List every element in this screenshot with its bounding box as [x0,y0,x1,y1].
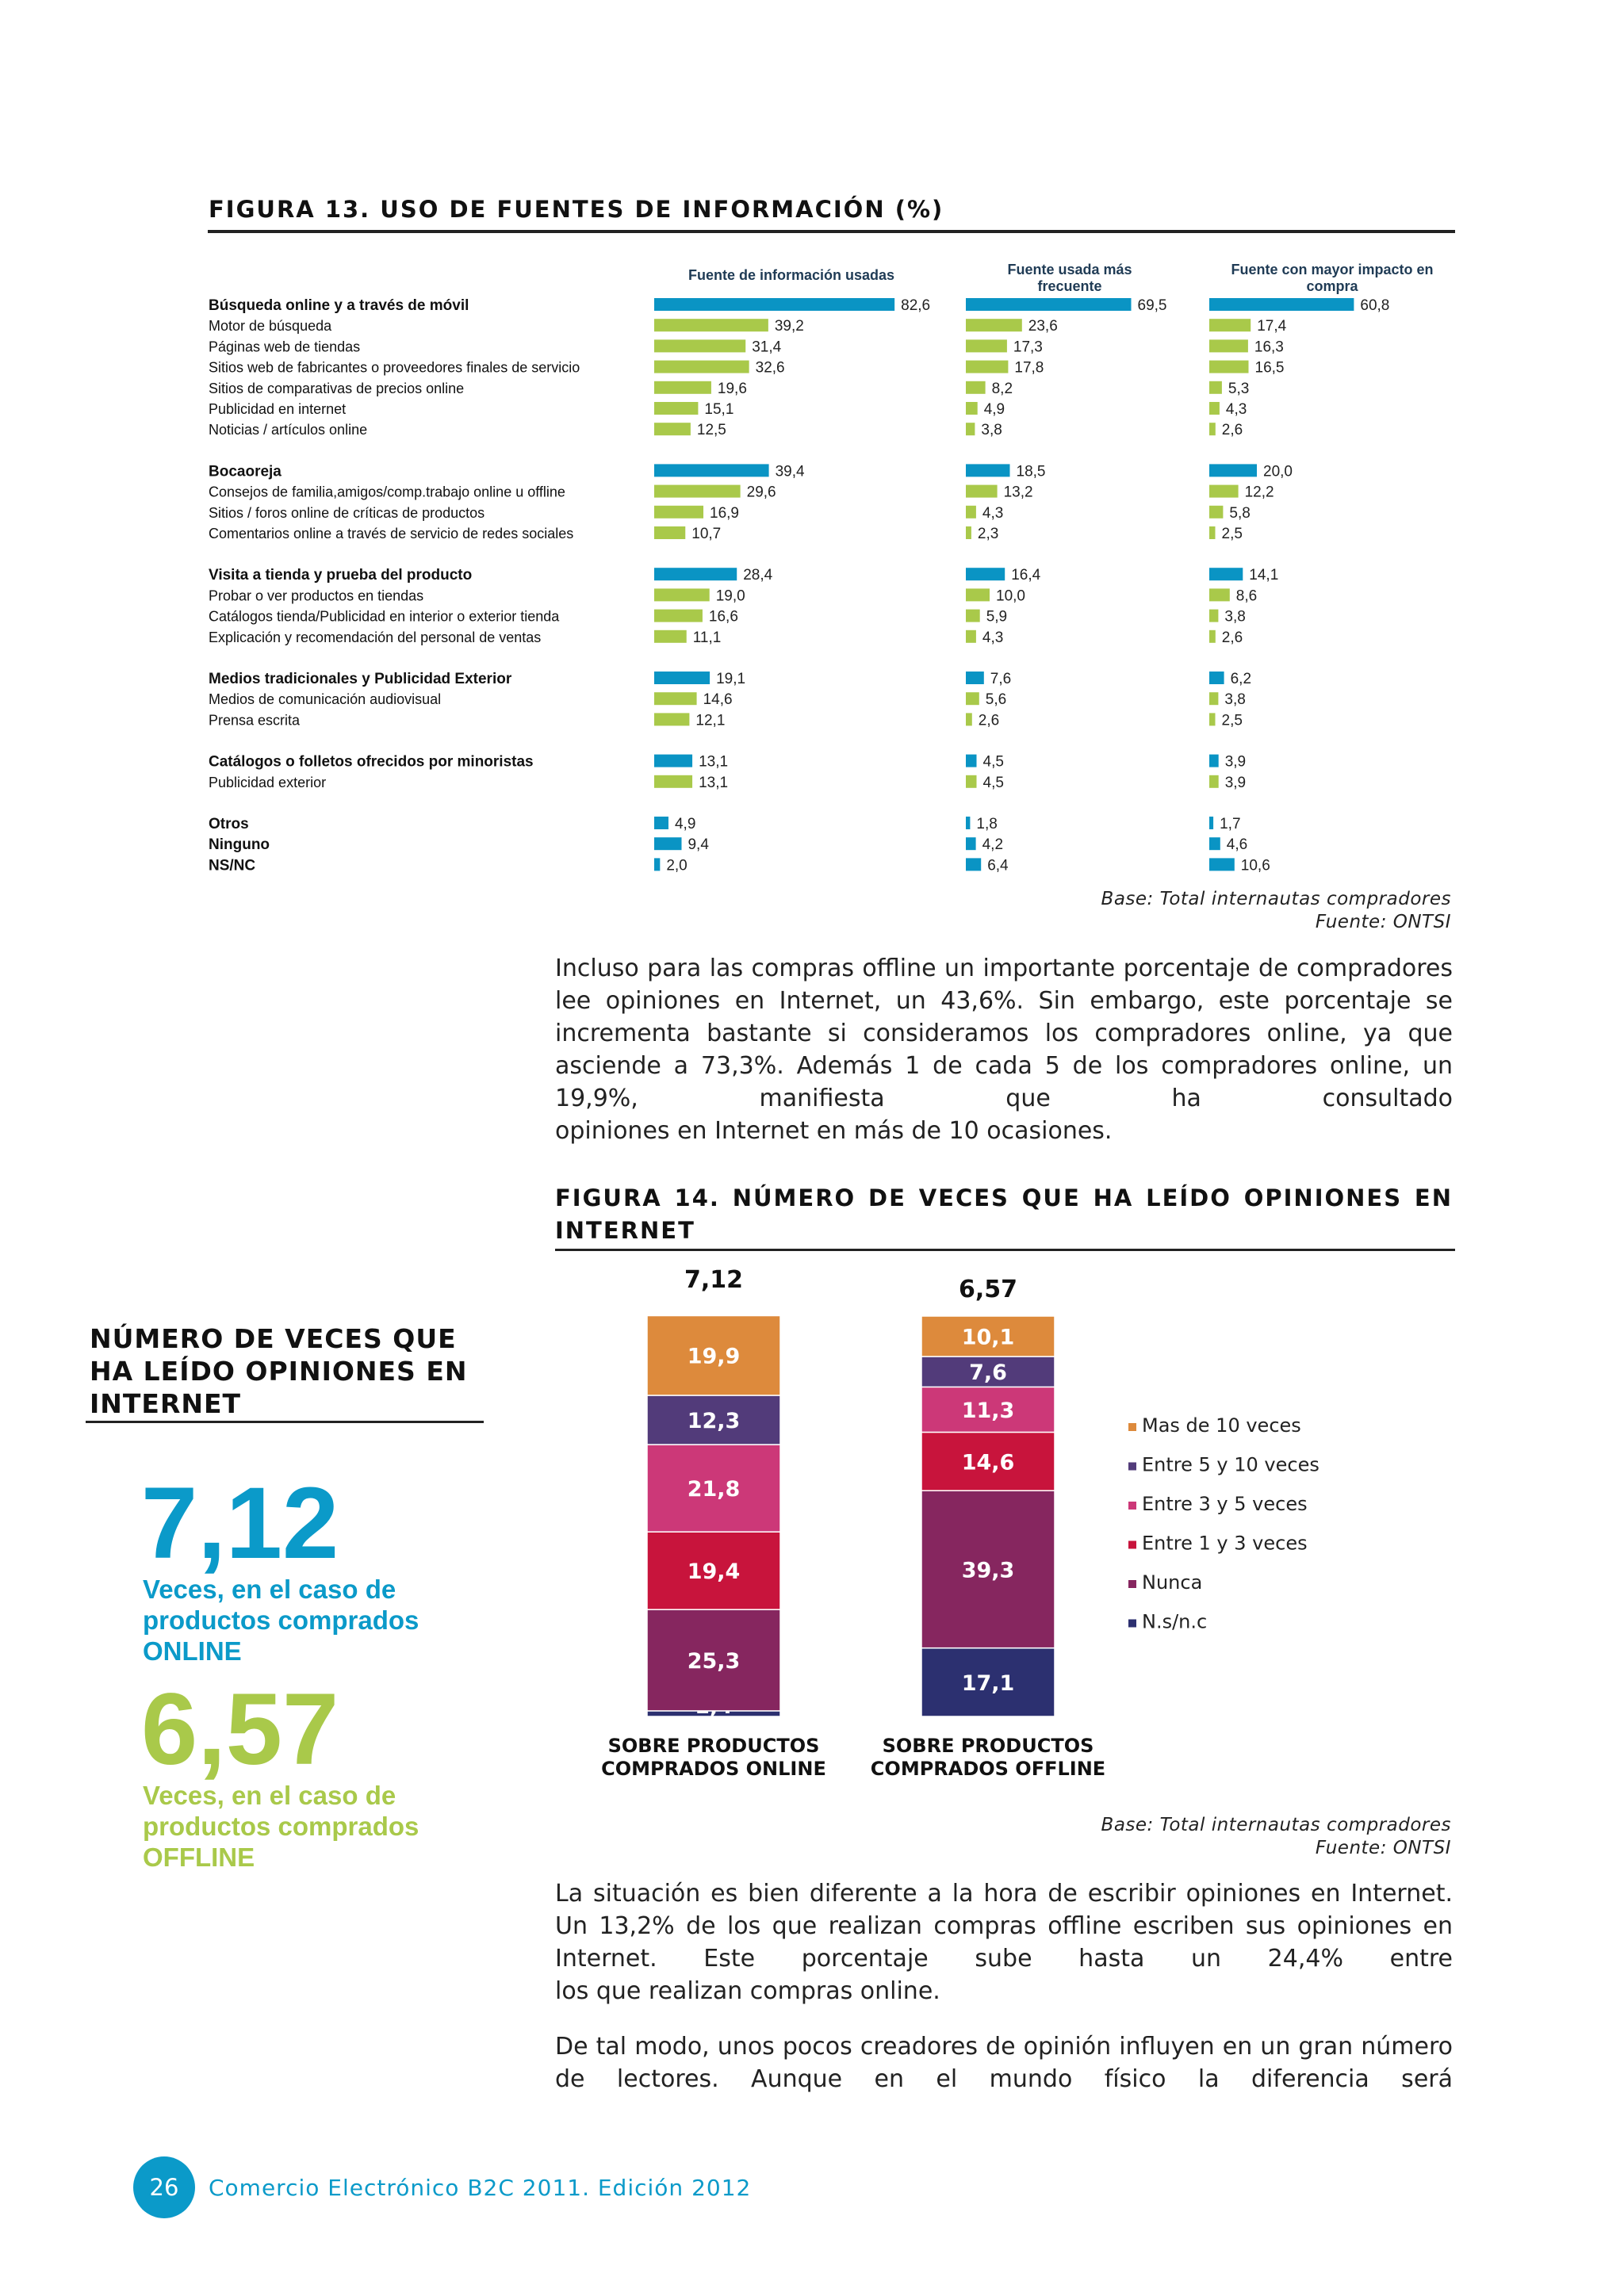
bar-value-label: 4,9 [983,401,1005,418]
bar-value-label: 19,1 [716,671,746,687]
bar-value-label: 4,3 [982,629,1004,646]
legend-swatch [1128,1463,1136,1471]
bar [654,485,741,498]
bar [966,817,970,829]
bar-value-label: 10,6 [1240,857,1270,874]
bar [966,858,981,871]
bar-total-label: 7,12 [684,1266,744,1294]
bar [966,506,976,519]
bar [966,630,976,643]
bar-value-label: 7,6 [990,671,1012,687]
bar-value-label: 16,9 [710,504,740,522]
bar-value-label: 8,6 [1235,587,1258,605]
sidebar-title: NÚMERO DE VECES QUE HA LEÍDO OPINIONES EN INTERNET [90,1323,468,1419]
paragraph-body: De tal modo, unos pocos creadores de opinión influyen en un gran número de lectores. Aunque en el mundo físico la diferencia será [555,2033,1453,2093]
bar-value-label: 2,3 [977,526,999,542]
bar [1209,713,1216,725]
segment-value-label: 12,3 [687,1409,741,1434]
series-header-label: compra [1306,278,1358,294]
bar [966,423,975,435]
bar-value-label: 18,5 [1016,463,1046,480]
paragraph-writing-opinions [555,1877,1453,2007]
category-label: Medios de comunicación audiovisual [209,691,442,708]
bar [654,506,703,519]
series-header-label: Fuente de información usadas [688,267,895,283]
category-label: Catálogos tienda/Publicidad en interior o exterior tienda [209,608,560,625]
figure-14-title-line2: INTERNET [555,1217,695,1244]
bar [654,464,769,476]
bar [1209,775,1219,788]
bar-value-label: 60,8 [1360,297,1390,314]
bar [966,588,990,601]
bar [1209,506,1223,519]
bar [1209,319,1251,331]
segment-value-label: 21,8 [687,1477,741,1502]
category-label: Motor de búsqueda [209,318,332,335]
bar [966,672,984,684]
bar [966,755,977,767]
bar [1209,423,1216,435]
bar [654,713,689,725]
bar-value-label: 2,6 [1221,422,1243,439]
bar [966,361,1008,373]
legend-label: Entre 3 y 5 veces [1142,1493,1308,1515]
bar-value-label: 17,8 [1014,359,1044,377]
bar-value-label: 2,6 [1221,629,1243,646]
category-label: Comentarios online a través de servicio de redes sociales [209,526,574,541]
bar-value-label: 5,3 [1228,380,1250,397]
bar [966,464,1010,476]
bar-value-label: 5,6 [985,691,1007,709]
bar [966,713,972,725]
bar [966,319,1022,331]
bar-value-label: 16,4 [1011,567,1041,584]
bar [966,837,976,850]
legend-swatch [1128,1502,1136,1510]
bar-value-label: 2,5 [1221,712,1243,729]
segment-value-label: 19,9 [687,1344,741,1369]
segment-value-label: 14,6 [961,1450,1015,1475]
bar [1209,339,1248,352]
bar [1209,610,1218,622]
bar [966,339,1007,352]
segment-value-label: 10,1 [961,1325,1015,1350]
paragraph-last-line: los que realizan compras online. [555,1977,940,2005]
bar [966,298,1132,311]
figure-13-title: FIGURA 13. USO DE FUENTES DE INFORMACIÓN (%) [209,196,944,223]
bar-value-label: 12,5 [696,422,726,439]
segment-value-label: 25,3 [687,1649,741,1674]
bar-value-label: 23,6 [1028,318,1058,335]
bar-value-label: 17,3 [1013,339,1043,356]
bar [966,775,977,788]
segment-value-label: 7,6 [969,1360,1007,1386]
bar [966,610,980,622]
bar-value-label: 4,3 [982,504,1004,522]
bar-value-label: 82,6 [901,297,931,314]
bar-value-label: 29,6 [746,484,776,501]
bar [654,630,687,643]
sidebar-offline-caption: Veces, en el caso de productos comprados OFFLINE [143,1781,419,1872]
bar-value-label: 13,2 [1003,484,1033,501]
legend-swatch [1128,1580,1136,1588]
bar-value-label: 39,4 [775,463,805,480]
figure-14-chart [555,1253,1455,1792]
bar-value-label: 14,6 [703,691,733,709]
category-label: SOBRE PRODUCTOS [607,1735,820,1757]
bar-value-label: 10,0 [996,587,1025,605]
figure-14-base-note: Base: Total internautas compradores [1101,1815,1451,1835]
bar [1209,485,1239,498]
segment-value-label: 19,4 [687,1559,741,1585]
bar-value-label: 19,6 [717,380,747,397]
bar-value-label: 3,9 [1224,774,1247,791]
bar-value-label: 3,9 [1224,753,1247,771]
bar-value-label: 6,2 [1230,671,1252,687]
category-group-label: Medios tradicionales y Publicidad Exterior [209,671,512,687]
figure-13-notes [872,888,1451,934]
bar-value-label: 3,8 [981,422,1002,439]
bar [1209,837,1220,850]
bar [1209,526,1216,539]
figure-14-notes [872,1814,1451,1860]
figure-14-title-rule [555,1249,1455,1251]
bar [966,568,1005,580]
bar-value-label: 31,4 [752,339,782,356]
bar-value-label: 15,1 [704,401,734,418]
category-group-label: Visita a tienda y prueba del producto [209,567,473,584]
bar-value-label: 1,8 [976,816,998,832]
category-label: Publicidad en internet [209,401,347,417]
bar-value-label: 19,0 [715,587,745,605]
bar-value-label: 12,1 [695,712,726,729]
figure-13-title-rule [208,230,1455,233]
category-label: Publicidad exterior [209,774,327,790]
category-label: Sitios / foros online de críticas de productos [209,504,485,521]
bar [654,381,711,394]
bar-value-label: 1,7 [1220,816,1241,832]
bar-value-label: 5,9 [986,608,1008,626]
legend-swatch [1128,1423,1136,1431]
bar-value-label: 9,4 [688,836,709,854]
category-group-label: Otros [209,816,249,832]
bar [1209,858,1235,871]
legend-label: Entre 5 y 10 veces [1142,1453,1320,1476]
bar [654,402,698,415]
bar [1209,381,1222,394]
paragraph-body: La situación es bien diferente a la hora de escribir opiniones en Internet. Un 13,2% de los que realizan compras offline escriben sus opiniones en Internet. Este porcentaje sube hasta un 24,4% entre [555,1880,1453,1973]
bar-value-label: 16,5 [1254,359,1285,377]
bar-value-label: 4,6 [1226,836,1248,854]
bar [654,361,749,373]
figure-13-source-note: Fuente: ONTSI [1315,912,1451,932]
bar [654,817,668,829]
sidebar-offline-value: 6,57 [141,1673,339,1786]
bar [654,692,697,705]
paragraph-opinion-creators [555,2030,1453,2095]
bar-value-label: 20,0 [1263,463,1293,480]
category-label: Consejos de familia,amigos/comp.trabajo online u offline [209,484,565,500]
bar [1209,672,1224,684]
category-label: Noticias / artículos online [209,422,368,438]
bar [1209,692,1218,705]
bar [654,672,710,684]
legend-label: Nunca [1142,1571,1203,1594]
legend-label: Mas de 10 veces [1142,1414,1301,1437]
legend-swatch [1128,1541,1136,1549]
bar-value-label: 6,4 [987,857,1009,874]
figure-14-title [555,1182,1453,1247]
legend-swatch [1128,1620,1136,1628]
bar-value-label: 4,5 [982,774,1004,791]
category-group-label: Catálogos o folletos ofrecidos por minoristas [209,753,534,771]
category-label: Sitios de comparativas de precios online [209,380,465,396]
bar [654,610,703,622]
category-label: Sitios web de fabricantes o proveedores finales de servicio [209,359,580,376]
segment-value-label: 17,1 [961,1670,1015,1696]
bar-value-label: 13,1 [699,774,729,791]
bar-value-label: 11,1 [692,629,722,646]
bar [654,423,691,435]
bar-value-label: 2,0 [666,857,688,874]
bar [966,692,979,705]
bar-value-label: 10,7 [691,526,722,542]
bar-value-label: 28,4 [743,567,773,584]
segment-value-label: 39,3 [961,1558,1015,1583]
legend-label: Entre 1 y 3 veces [1142,1532,1308,1555]
category-group-label: Búsqueda online y a través de móvil [209,297,469,314]
category-group-label: NS/NC [209,857,256,874]
bar [654,339,745,352]
bar-value-label: 32,6 [755,359,785,377]
figure-14-title-line1: FIGURA 14. NÚMERO DE VECES QUE HA LEÍDO OPINIONES EN [555,1184,1453,1211]
bar [1209,464,1257,476]
bar-value-label: 17,4 [1257,318,1287,335]
bar-value-label: 8,2 [991,380,1013,397]
bar-value-label: 14,1 [1249,567,1279,584]
paragraph-body: Incluso para las compras offline un importante porcentaje de compradores lee opiniones en Internet, un 43,6%. Sin embargo, este porcentaje se incrementa bastante si consideramos los compradores online, ya que asciende a 73,3%. Además 1 de cada 5 de los compradores online, un 19,9%, manifiesta que ha consultado [555,955,1453,1112]
series-header-label: Fuente con mayor impacto en [1231,262,1434,277]
bar [1209,568,1243,580]
series-header-label: frecuente [1037,278,1102,294]
bar-value-label: 2,6 [978,712,1000,729]
bar [654,837,681,850]
category-label: Prensa escrita [209,712,301,729]
category-label: Explicación y recomendación del personal de ventas [209,629,542,645]
bar-value-label: 69,5 [1137,297,1167,314]
bar-value-label: 3,8 [1224,691,1246,709]
figure-14-source-note: Fuente: ONTSI [1315,1838,1451,1858]
bar [1209,402,1220,415]
bar [654,858,660,871]
series-header-label: Fuente usada más [1007,262,1132,277]
category-label: COMPRADOS OFFLINE [870,1758,1106,1780]
category-group-label: Bocaoreja [209,463,282,480]
bar [966,485,998,498]
bar-value-label: 4,2 [982,836,1004,854]
category-label: COMPRADOS ONLINE [601,1758,826,1780]
bar-value-label: 16,3 [1254,339,1284,356]
bar [966,526,971,539]
bar-value-label: 4,3 [1225,401,1247,418]
bar-total-label: 6,57 [958,1276,1018,1303]
bar [654,588,710,601]
bar-value-label: 3,8 [1224,608,1246,626]
sidebar-online-caption: Veces, en el caso de productos comprados ONLINE [143,1575,419,1666]
bar-value-label: 2,5 [1221,526,1243,542]
category-group-label: Ninguno [209,836,270,854]
bar-value-label: 13,1 [699,753,729,771]
bar [1209,630,1216,643]
sidebar-rule [86,1421,484,1423]
bar [654,775,692,788]
bar [654,755,692,767]
paragraph-last-line: opiniones en Internet en más de 10 ocasiones. [555,1117,1113,1145]
legend-label: N.s/n.c [1142,1610,1208,1633]
bar-value-label: 16,6 [708,608,738,626]
category-label: Páginas web de tiendas [209,339,361,355]
bar [1209,298,1354,311]
bar [1209,361,1249,373]
sidebar-online-value: 7,12 [141,1467,339,1580]
bar [654,526,685,539]
category-label: Probar o ver productos en tiendas [209,587,424,604]
bar [1209,755,1219,767]
bar [1209,817,1213,829]
bar [654,319,768,331]
paragraph-online-readers [555,952,1453,1147]
figure-13-base-note: Base: Total internautas compradores [1101,889,1451,909]
bar-value-label: 4,9 [674,816,696,832]
bar-value-label: 39,2 [774,318,804,335]
category-label: SOBRE PRODUCTOS [882,1735,1094,1757]
bar [966,402,978,415]
bar [654,298,894,311]
page-number-badge: 26 [133,2156,195,2218]
bar-value-label: 5,8 [1229,504,1251,522]
bar [654,568,737,580]
bar [1209,588,1230,601]
bar-value-label: 12,2 [1244,484,1274,501]
bar-value-label: 4,5 [982,753,1004,771]
figure-13-chart [202,246,1455,904]
segment-value-label: 11,3 [961,1398,1015,1423]
bar [966,381,986,394]
publication-title: Comercio Electrónico B2C 2011. Edición 2012 [209,2175,752,2201]
